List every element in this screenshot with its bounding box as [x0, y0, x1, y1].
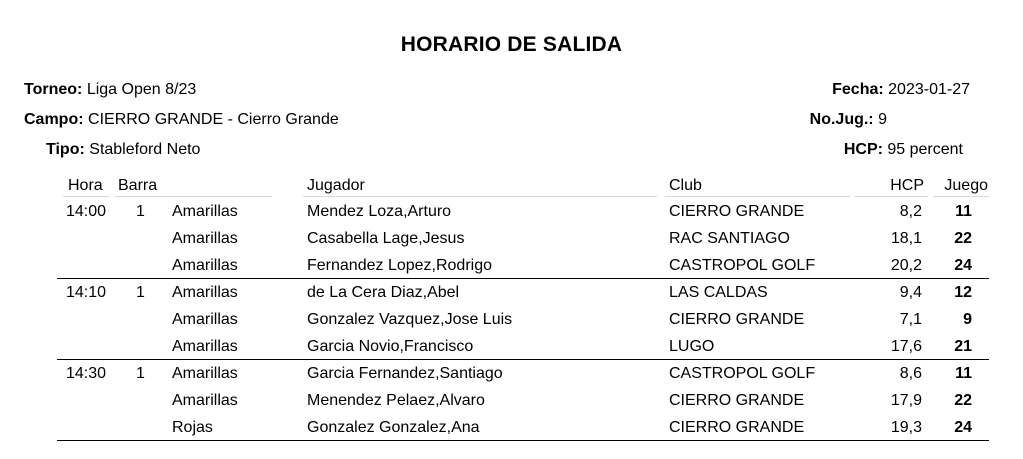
cell-hora: 14:30 — [66, 365, 107, 382]
hcp-label: HCP: — [843, 141, 883, 158]
header-underline — [665, 196, 850, 197]
cell-jugador: Casabella Lage,Jesus — [307, 230, 465, 247]
group-separator — [57, 359, 989, 360]
header-jugador: Jugador — [307, 177, 365, 194]
header-hcp: HCP — [890, 177, 924, 194]
cell-hcp: 19,3 — [890, 419, 922, 436]
table-row — [0, 392, 1023, 419]
table-row — [0, 419, 1023, 446]
cell-barra: 1 — [136, 365, 145, 382]
cell-barra: 1 — [136, 284, 145, 301]
torneo-value: Liga Open 8/23 — [86, 81, 197, 98]
cell-juego: 11 — [955, 203, 972, 220]
cell-tee: Amarillas — [172, 365, 238, 382]
hcp-field — [844, 141, 963, 159]
group-separator — [57, 278, 989, 279]
nojug-field — [810, 111, 887, 129]
cell-jugador: Fernandez Lopez,Rodrigo — [307, 257, 493, 274]
table-row — [0, 311, 1023, 338]
cell-hcp: 8,6 — [899, 365, 922, 382]
cell-tee: Amarillas — [172, 338, 238, 355]
cell-tee: Amarillas — [172, 284, 238, 301]
cell-hcp: 7,1 — [899, 311, 922, 328]
nojug-value: 9 — [878, 111, 887, 128]
cell-hcp: 17,6 — [890, 338, 922, 355]
tipo-label: Tipo: — [46, 141, 85, 158]
header-underline — [63, 196, 109, 197]
cell-juego: 12 — [954, 284, 972, 301]
cell-club: CIERRO GRANDE — [669, 392, 805, 409]
cell-juego: 9 — [963, 311, 972, 328]
header-underline — [855, 196, 928, 197]
header-club: Club — [669, 177, 702, 194]
cell-club: RAC SANTIAGO — [669, 230, 790, 247]
table-row — [0, 230, 1023, 257]
cell-jugador: Mendez Loza,Arturo — [307, 203, 452, 220]
header-underline — [115, 196, 272, 197]
fecha-field — [832, 81, 970, 99]
cell-juego: 21 — [954, 338, 972, 355]
torneo-field — [24, 81, 196, 99]
cell-tee: Rojas — [172, 419, 213, 436]
hcp-value: 95 percent — [887, 141, 963, 158]
cell-club: CASTROPOL GOLF — [669, 365, 816, 382]
cell-hcp: 18,1 — [890, 230, 922, 247]
table-row — [0, 203, 1023, 230]
cell-hcp: 17,9 — [890, 392, 922, 409]
nojug-label: No.Jug.: — [809, 111, 874, 128]
page-title: HORARIO DE SALIDA — [400, 33, 623, 56]
cell-jugador: Garcia Fernandez,Santiago — [307, 365, 503, 382]
cell-barra: 1 — [136, 203, 145, 220]
cell-hcp: 20,2 — [890, 257, 922, 274]
header-underline — [303, 196, 657, 197]
campo-field — [24, 111, 339, 129]
table-row — [0, 365, 1023, 392]
header-hora: Hora — [68, 177, 103, 194]
cell-juego: 11 — [955, 365, 972, 382]
cell-juego: 22 — [954, 230, 972, 247]
cell-hcp: 8,2 — [899, 203, 922, 220]
campo-value: CIERRO GRANDE - Cierro Grande — [88, 111, 339, 128]
group-separator — [57, 440, 989, 441]
torneo-label: Torneo: — [24, 81, 83, 98]
cell-club: CASTROPOL GOLF — [669, 257, 816, 274]
cell-jugador: Gonzalez Gonzalez,Ana — [307, 419, 480, 436]
campo-label: Campo: — [24, 111, 84, 128]
cell-jugador: Garcia Novio,Francisco — [307, 338, 474, 355]
cell-club: LAS CALDAS — [669, 284, 768, 301]
cell-club: CIERRO GRANDE — [669, 311, 805, 328]
cell-juego: 24 — [954, 419, 972, 436]
cell-club: LUGO — [669, 338, 715, 355]
cell-club: CIERRO GRANDE — [669, 419, 805, 436]
cell-tee: Amarillas — [172, 230, 238, 247]
table-row — [0, 284, 1023, 311]
cell-jugador: Gonzalez Vazquez,Jose Luis — [307, 311, 513, 328]
table-row — [0, 257, 1023, 284]
table-row — [0, 338, 1023, 365]
cell-tee: Amarillas — [172, 203, 238, 220]
cell-hora: 14:00 — [66, 203, 107, 220]
cell-tee: Amarillas — [172, 257, 238, 274]
cell-jugador: de La Cera Diaz,Abel — [307, 284, 460, 301]
fecha-value: 2023-01-27 — [888, 81, 970, 98]
header-barra: Barra — [118, 177, 158, 194]
fecha-label: Fecha: — [832, 81, 884, 98]
cell-tee: Amarillas — [172, 311, 238, 328]
cell-club: CIERRO GRANDE — [669, 203, 805, 220]
header-underline — [933, 196, 989, 197]
cell-hcp: 9,4 — [899, 284, 922, 301]
tipo-field — [46, 141, 200, 159]
cell-juego: 22 — [954, 392, 972, 409]
cell-juego: 24 — [954, 257, 972, 274]
cell-jugador: Menendez Pelaez,Alvaro — [307, 392, 485, 409]
cell-tee: Amarillas — [172, 392, 238, 409]
header-juego: Juego — [944, 177, 988, 194]
tipo-value: Stableford Neto — [89, 141, 201, 158]
cell-hora: 14:10 — [66, 284, 107, 301]
